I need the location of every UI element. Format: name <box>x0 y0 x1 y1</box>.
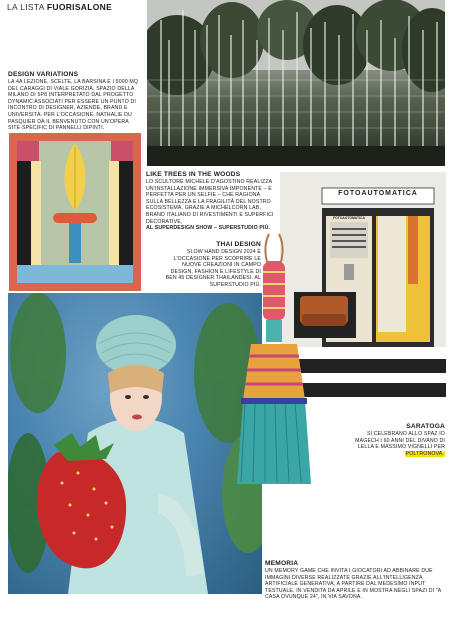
like-trees-title: LIKE TREES IN THE WOODS <box>146 171 241 178</box>
design-variations-block <box>8 71 142 132</box>
header-section: FUORISALONE <box>46 2 113 12</box>
saratoga-block <box>353 423 445 457</box>
thai-broom-photo <box>233 232 315 490</box>
design-variations-body: LA 4A LEZIONE, SCELTE, LA BARSINA E I 5000 MQ DEL CARAGGI DI VIALE GORIZIA, SPAZIO DELLA MILANO DI 5P8 INTERPRETATO DAL PROGETTO DYNAMIC ASSOCIATI PER ESSERE UN PUNTO DI INCONTRO DI DESIGNER, AZIENDE, BRAND E UNIVERSITÀ. PER L'OCCASIONE, NATHALIE DU PASQUIER DÀ IL BENVENUTO CON UN'OPERA SITE-SPECIFIC DI PANNELLI DIPINTI. <box>8 79 139 132</box>
du-pasquier-painting <box>9 133 141 291</box>
memoria-body: UN MEMORY GAME CHE INVITA I GIOCATORI AD ABBINARE DUE IMMAGINI DIVERSE REALIZZATE GRAZIE ALL'INTELLIGENZA ARTIFICIALE GENERATIVA, A PARTIRE DAL MEDESIMO INPUT TESTUALE. IN VENDITA DA APRILE E IN MOSTRA NEGLI SPAZI DI "A CASA OVUNQUE 24", IN VIA SAVONA. <box>265 568 442 601</box>
portrait-illustration <box>8 293 262 594</box>
section-header <box>7 2 112 12</box>
design-variations-title: DESIGN VARIATIONS <box>8 71 79 78</box>
like-trees-venue: AL SUPERDESIGN SHOW – SUPERSTUDIO PIÙ. <box>146 225 271 232</box>
broom-illustration <box>233 232 315 490</box>
like-trees-block <box>146 171 277 232</box>
saratoga-title: SARATOGA <box>406 423 445 430</box>
thai-design-title: THAI DESIGN <box>216 241 261 248</box>
like-trees-body: LO SCULTORE MICHELE D'AGOSTINO REALIZZA UN'INSTALLAZIONE IMMERSIVA IMPONENTE – È PERFETTA PER UN SELFIE – CHE RAGIONA SULLA BELLEZZA E LA FRAGILITÀ DEL NOSTRO ECOSISTEMA. GRAZIE A MICHELCORN LAB, BRAND ITALIANO DI RIVESTIMENTI E SUPERFICI DECORATIVE, <box>146 179 274 225</box>
memoria-block <box>265 560 447 601</box>
woods-installation-photo <box>147 0 445 166</box>
booth-sign: FOTOAUTOMATICA <box>338 190 418 197</box>
thai-design-body: SLOW HAND DESIGN 2024 È L'OCCASIONE PER SCOPRIRE LE NUOVE CREAZIONI IN CAMPO DESIGN, FASHION E LIFESTYLE DI BEN 45 DESIGNER THAILANDESI. AL SUPERSTUDIO PIÙ. <box>165 249 261 288</box>
saratoga-body: SI CELEBRANO ALLO SPAZ IO MAGECH I 60 ANNI DEL DIVANO DI LELLA E MASSIMO VIGNELLI PER <box>355 431 445 451</box>
saratoga-brand: POLTRONOVA. <box>405 450 444 457</box>
memoria-ai-portrait <box>8 293 262 594</box>
memoria-title: MEMORIA <box>265 560 299 567</box>
header-prefix: LA LISTA <box>7 2 45 12</box>
booth-strip-label: FOTOAUTOMATICA <box>333 216 365 220</box>
painting-illustration <box>9 133 141 291</box>
woods-illustration <box>147 0 445 166</box>
